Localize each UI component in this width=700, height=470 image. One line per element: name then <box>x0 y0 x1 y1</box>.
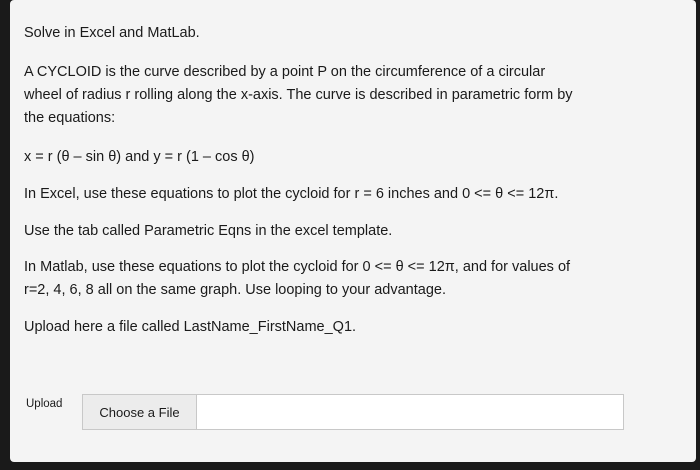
question-heading: Solve in Excel and MatLab. <box>24 25 200 41</box>
description-line: wheel of radius r rolling along the x-axis. The curve is described in parametric form by <box>24 87 573 103</box>
description-line: A CYCLOID is the curve described by a point P on the circumference of a circular <box>24 64 546 80</box>
upload-instruction: Upload here a file called LastName_FirstName_Q1. <box>24 319 357 335</box>
choose-file-button[interactable]: Choose a File <box>83 395 197 429</box>
file-upload-row <box>24 394 626 432</box>
parametric-equations: x = r (θ – sin θ) and y = r (1 – cos θ) <box>24 149 255 165</box>
upload-label: Upload <box>26 398 63 410</box>
matlab-instruction <box>24 256 694 302</box>
description-line: the equations: <box>24 110 116 126</box>
template-tab-instruction: Use the tab called Parametric Eqns in the excel template. <box>24 223 393 239</box>
cycloid-description <box>24 61 694 130</box>
question-card <box>10 0 696 462</box>
question-content <box>24 22 694 339</box>
file-upload-field[interactable] <box>82 394 624 430</box>
matlab-instruction-line: r=2, 4, 6, 8 all on the same graph. Use looping to your advantage. <box>24 282 446 298</box>
matlab-instruction-line: In Matlab, use these equations to plot the cycloid for 0 <= θ <= 12π, and for values of <box>24 259 571 275</box>
excel-instruction: In Excel, use these equations to plot the cycloid for r = 6 inches and 0 <= θ <= 12π. <box>24 186 559 202</box>
